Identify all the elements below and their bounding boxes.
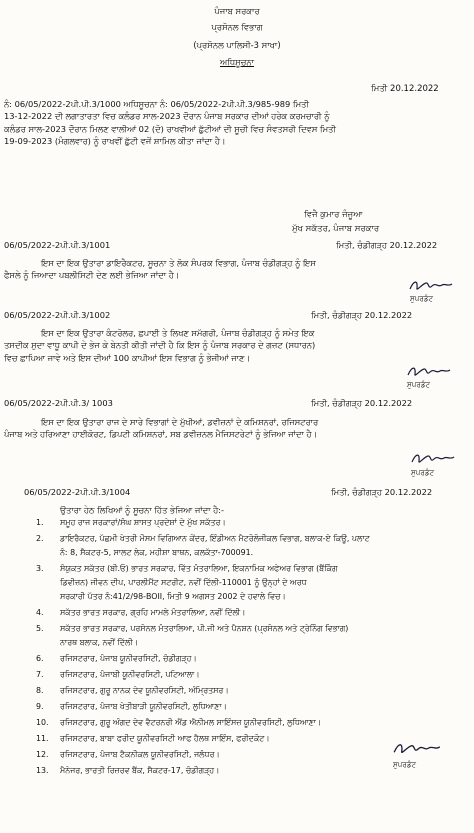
list-item: 12. ਰਜਿਸਟਰਾਰ, ਪੰਜਾਬ ਟੈਕਨੀਕਲ ਯੂਨੀਵਰਸਿਟੀ, ਜਲੰਧਰ। [36,750,220,759]
list-item-continuation: ਨਾਰਥ ਬਲਾਕ, ਨਵੀਂ ਦਿੱਲੀ। [60,638,139,647]
signature-mark [410,451,456,467]
signature-mark [406,364,452,380]
endorsement-number: 06/05/2022-2ਪੀ.ਪੀ.3/1002 [4,310,111,320]
endorsement-line: ਤਸਦੀਕ ਸੁਦਾ ਵਾਧੂ ਕਾਪੀ ਦੇ ਭੇਜ ਕੇ ਬੇਨਤੀ ਕੀਤੀ ਜਾਂਦੀ ਹੈ ਕਿ ਇਸ ਨੂੰ ਪੰਜਾਬ ਸਰਕਾਰ ਦੇ ਗਜ਼ਟ (ਸਧਾਰਨ) [4,340,316,351]
list-item-continuation: ਨੰ: 8, ਸੈਕਟਰ-5, ਸਾਲਟ ਲੇਕ, ਮਹੀਸ਼ਾ ਬਾਥਨ, ਕਲਕੱਤਾ-700091. [60,548,254,557]
list-item: 9. ਰਜਿਸਟਰਾਰ, ਪੰਜਾਬ ਖੇਤੀਬਾੜੀ ਯੂਨੀਵਰਸਿਟੀ, ਲੁਧਿਆਣਾ। [36,702,227,711]
endorsement-body [4,257,470,282]
list-item: 6. ਰਜਿਸਟਰਾਰ, ਪੰਜਾਬ ਯੂਨੀਵਰਸਿਟੀ, ਚੰਡੀਗੜ੍ਹ। [36,654,197,663]
notification-line: 13-12-2022 ਦੀ ਲਗਾਤਾਰਤਾ ਵਿਚ ਕਲੰਡਰ ਸਾਲ-2023 ਦੌਰਾਨ ਪੰਜਾਬ ਸਰਕਾਰ ਦੀਆਂ ਹਰੇਕ ਕਰਮਚਾਰੀ ਨੂੰ [4,111,330,122]
notification-line: ਕਲੰਡਰ ਸਾਲ-2023 ਦੌਰਾਨ ਮਿਲਣ ਵਾਲੀਆਂ 02 (ਦੋ) ਰਾਖਵੀਆਂ ਛੁੱਟੀਆਂ ਦੀ ਸੂਚੀ ਵਿਚ ਸੰਵਤਸਰੀ ਦਿਵਸ ਮਿਤੀ [4,123,336,134]
endorsement-date: ਮਿਤੀ, ਚੰਡੀਗੜ੍ਹ 20.12.2022 [311,310,413,320]
endorsement-line: ਇਸ ਦਾ ਇਕ ਉਤਾਰਾ ਡਾਇਰੈਕਟਰ, ਸੂਚਨਾ ਤੇ ਲੋਕ ਸੰਪਰਕ ਵਿਭਾਗ, ਪੰਜਾਬ ਚੰਡੀਗੜ੍ਹ ਨੂੰ ਇਸ [41,258,316,268]
list-item: 7. ਰਜਿਸਟਰਾਰ, ਪੰਜਾਬੀ ਯੂਨੀਵਰਸਿਟੀ, ਪਟਿਆਲਾ। [36,670,200,679]
govt-title: ਪੰਜਾਬ ਸਰਕਾਰ [214,6,260,16]
list-item-continuation: ਡਿਵੀਜ਼ਨ) ਜੀਵਨ ਦੀਪ, ਪਾਰਲੀਮੈਂਟ ਸਟਰੀਟ, ਨਵੀਂ ਦਿੱਲੀ-110001 ਨੂੰ ਉਨ੍ਹਾਂ ਦੇ ਅਰਧ [60,578,307,587]
signature-mark [392,740,442,758]
endorsement-body [4,327,470,364]
list-item: 5. ਸਕੱਤਰ ਭਾਰਤ ਸਰਕਾਰ, ਪਰਸੋਨਲ ਮੰਤਰਾਲਿਆ, ਪੀ.ਜੀ ਅਤੇ ਪੈਨਸ਼ਨ (ਪ੍ਰਸੋਨਲ ਅਤੇ ਟ੍ਰੇਨਿੰਗ ਵਿਭਾਗ) [36,624,349,633]
list-item: 10. ਰਜਿਸਟਰਾਰ, ਗੁਰੂ ਅੰਗਦ ਦੇਵ ਵੈਟਰਨਰੀ ਐਂਡ ਐਨੀਮਲ ਸਾਇੰਸਜ਼ ਯੂਨੀਵਰਸਿਟੀ, ਲੁਧਿਆਣਾ। [36,718,322,727]
list-item: 1. ਸਮੂਹ ਰਾਜ ਸਰਕਾਰਾਂ/ਸੰਘ ਸ਼ਾਸਤ ਪ੍ਰਦੇਸ਼ਾਂ ਦੇ ਮੁੱਖ ਸਕੱਤਰ। [36,518,226,527]
endorsement-number: 06/05/2022-2ਪੀ.ਪੀ.3/1004 [24,487,131,497]
endorsement-number: 06/05/2022-2ਪੀ.ਪੀ.3/ 1003 [4,398,113,408]
list-item-continuation: ਸਰਕਾਰੀ ਪੱਤਰ ਨੰ:41/2/98-BOII, ਮਿਤੀ 9 ਅਗਸਤ 2002 ਦੇ ਹਵਾਲੇ ਵਿਚ। [60,592,286,601]
endorsement-date: ਮਿਤੀ, ਚੰਡੀਗੜ੍ਹ 20.12.2022 [311,398,413,408]
list-item: 11. ਰਜਿਸਟਰਾਰ, ਬਾਬਾ ਫਰੀਦ ਯੂਨੀਵਰਸਿਟੀ ਆਫ ਹੈਲਥ ਸਾਇੰਸ, ਫਰੀਦਕੋਟ। [36,734,270,743]
list-item: 4. ਸਕੱਤਰ ਭਾਰਤ ਸਰਕਾਰ, ਗ੍ਰਹਿ ਮਾਮਲੇ ਮੰਤਰਾਲਿਆ, ਨਵੀਂ ਦਿੱਲੀ। [36,608,246,617]
superintendent-label: ਸੁਪਰਡੰਟ [410,294,434,303]
list-item: 13. ਮੈਨੇਜਰ, ਭਾਰਤੀ ਰਿਜ਼ਰਵ ਬੈਂਕ, ਸੈਕਟਰ-17, ਚੰਡੀਗੜ੍ਹ। [36,766,220,775]
notification-heading: ਅਧਿਸੂਚਨਾ [219,57,255,67]
list-item: 8. ਰਜਿਸਟਰਾਰ, ਗੁਰੂ ਨਾਨਕ ਦੇਵ ਯੂਨੀਵਰਸਿਟੀ, ਅੰਮ੍ਰਿਤਸਰ। [36,686,229,695]
branch-title: (ਪ੍ਰਸੋਨਲ ਪਾਲਿਸੀ-3 ਸਾਖਾ) [193,40,281,50]
superintendent-label: ਸੁਪਰਡੰਟ [407,380,431,389]
endorsement-date: ਮਿਤੀ, ਚੰਡੀਗੜ੍ਹ 20.12.2022 [336,240,438,250]
chief-secretary-designation: ਮੁੱਖ ਸਕੱਤਰ, ਪੰਜਾਬ ਸਰਕਾਰ [292,224,380,234]
list-item: 3. ਸੰਯੁਕਤ ਸਕੱਤਰ (ਬੀ.ਓ) ਭਾਰਤ ਸਰਕਾਰ, ਵਿੱਤ ਮੰਤਰਾਲਿਆ, ਇਕਨਾਮਿਕ ਅਫੇਅਰ ਵਿਭਾਗ (ਬੈਂਕਿੰਗ [36,564,338,573]
superintendent-label: ਸੁਪਰਡੰਟ [411,468,435,477]
notification-date: ਮਿਤੀ 20.12.2022 [371,84,439,94]
endorsement-line: ਇਸ ਦਾ ਇਕ ਉਤਾਰਾ ਕੰਟਰੋਲਰ, ਛਪਾਈ ਤੇ ਲਿਖਣ ਸਮੱਗਰੀ, ਪੰਜਾਬ ਚੰਡੀਗੜ੍ਹ ਨੂੰ ਸਮੇਤ ਇਕ [41,328,315,338]
endorsement-body [4,416,470,441]
endorsement-line: ਪੰਜਾਬ ਅਤੇ ਹਰਿਆਣਾ ਹਾਈਕੋਰਟ, ਡਿਪਟੀ ਕਮਿਸ਼ਨਰਾਂ, ਸਬ ਡਵੀਜ਼ਨਲ ਮੈਜਿਸਟਰੇਟਾਂ ਨੂੰ ਭੇਜਿਆ ਜਾਂਦਾ ਹੈ। [4,429,318,440]
chief-secretary-name: ਵਿਜੈ ਕੁਮਾਰ ਜੰਜੂਆ [304,210,363,220]
endorsement-line: ਇਸ ਦਾ ਇਕ ਉਤਾਰਾ ਰਾਜ ਦੇ ਸਾਰੇ ਵਿਭਾਗਾਂ ਦੇ ਮੁੱਖੀਆਂ, ਡਵੀਜ਼ਨਾਂ ਦੇ ਕਮਿਸ਼ਨਰਾਂ, ਰਜਿਸਟਰਾਰ [41,417,319,427]
endorsement-number: 06/05/2022-2ਪੀ.ਪੀ.3/1001 [4,240,111,250]
list-item: 2. ਡਾਇਰੈਕਟਰ, ਪੱਛਮੀ ਖੇਤਰੀ ਮੌਸਮ ਵਿਗਿਆਨ ਕੇਂਦਰ, ਇੰਡੀਅਨ ਮੈਟਰੋਲੋਜੀਕਲ ਵਿਭਾਗ, ਬਲਾਕ-ਏ ਕਿਊ, ਪਲਾਟ [36,534,370,543]
department-title: ਪ੍ਰਸੋਨਲ ਵਿਭਾਗ [211,22,263,32]
notification-line: ਨੰ: 06/05/2022-2ਪੀ.ਪੀ.3/1000 ਅਧਿਸੂਚਨਾ ਨੰ: 06/05/2022-2ਪੀ.ਪੀ.3/985-989 ਮਿਤੀ [4,99,309,109]
endorsement-date: ਮਿਤੀ, ਚੰਡੀਗੜ੍ਹ 20.12.2022 [331,487,433,497]
notification-body [4,98,470,147]
notification-line: 19-09-2023 (ਮੰਗਲਵਾਰ) ਨੂੰ ਰਾਖਵੀਂ ਛੁੱਟੀ ਵਜੋਂ ਸ਼ਾਮਿਲ ਕੀਤਾ ਜਾਂਦਾ ਹੈ। [4,135,226,146]
signature-mark [408,278,454,294]
distribution-intro: ਉਤਾਰਾ ਹੇਠ ਲਿਖਿਆਂ ਨੂੰ ਸੂਚਨਾ ਹਿੱਤ ਭੇਜਿਆ ਜਾਂਦਾ ਹੈ:- [60,505,224,515]
superintendent-label: ਸੁਪਰਡੰਟ [393,760,417,769]
endorsement-line: ਵਿਚ ਛਾਪਿਆ ਜਾਵੇ ਅਤੇ ਇਸ ਦੀਆਂ 100 ਕਾਪੀਆਂ ਇਸ ਵਿਭਾਗ ਨੂੰ ਭੇਜੀਆਂ ਜਾਣ। [4,352,251,363]
endorsement-line: ਫੈਸਲੇ ਨੂੰ ਜਿਆਦਾ ਪਬਲੀਸਿਟੀ ਦੇਣ ਲਈ ਭੇਜਿਆ ਜਾਂਦਾ ਹੈ। [4,270,180,281]
